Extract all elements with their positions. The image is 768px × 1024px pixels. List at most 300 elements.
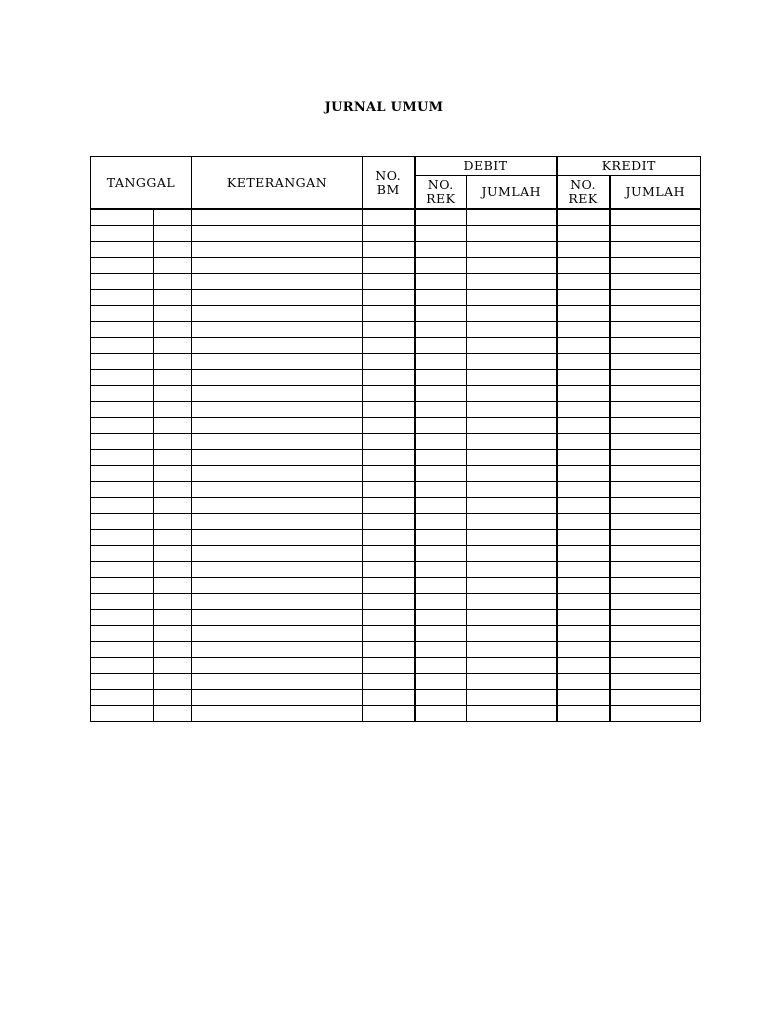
header-kredit-jumlah: JUMLAH — [610, 176, 701, 210]
table-row — [91, 690, 701, 706]
cell-debit-jumlah[interactable] — [467, 642, 557, 658]
table-row — [91, 706, 701, 722]
cell-tanggal-day[interactable] — [154, 674, 192, 690]
cell-tanggal-day[interactable] — [154, 274, 192, 290]
cell-keterangan[interactable] — [192, 290, 363, 306]
cell-kredit-no-rek[interactable] — [557, 402, 610, 418]
cell-debit-jumlah[interactable] — [467, 386, 557, 402]
cell-kredit-no-rek[interactable] — [557, 274, 610, 290]
cell-tanggal-day[interactable] — [154, 338, 192, 354]
table-row — [91, 546, 701, 562]
cell-debit-no-rek[interactable] — [415, 706, 467, 722]
header-debit-jumlah: JUMLAH — [467, 176, 557, 210]
cell-tanggal-month[interactable] — [91, 642, 154, 658]
table-row — [91, 450, 701, 466]
cell-debit-no-rek[interactable] — [415, 354, 467, 370]
cell-tanggal-day[interactable] — [154, 482, 192, 498]
cell-no-bm[interactable] — [363, 258, 415, 274]
cell-no-bm[interactable] — [363, 370, 415, 386]
cell-keterangan[interactable] — [192, 402, 363, 418]
cell-keterangan[interactable] — [192, 514, 363, 530]
cell-kredit-jumlah[interactable] — [610, 450, 701, 466]
cell-debit-jumlah[interactable] — [467, 546, 557, 562]
cell-no-bm[interactable] — [363, 209, 415, 226]
cell-kredit-jumlah[interactable] — [610, 578, 701, 594]
cell-no-bm[interactable] — [363, 354, 415, 370]
cell-kredit-no-rek[interactable] — [557, 209, 610, 226]
cell-debit-jumlah[interactable] — [467, 209, 557, 226]
cell-tanggal-month[interactable] — [91, 450, 154, 466]
cell-tanggal-day[interactable] — [154, 226, 192, 242]
cell-kredit-no-rek[interactable] — [557, 450, 610, 466]
cell-kredit-jumlah[interactable] — [610, 209, 701, 226]
cell-tanggal-month[interactable] — [91, 578, 154, 594]
cell-kredit-no-rek[interactable] — [557, 338, 610, 354]
cell-keterangan[interactable] — [192, 226, 363, 242]
cell-tanggal-month[interactable] — [91, 482, 154, 498]
cell-debit-no-rek[interactable] — [415, 402, 467, 418]
cell-debit-no-rek[interactable] — [415, 642, 467, 658]
cell-tanggal-day[interactable] — [154, 209, 192, 226]
cell-no-bm[interactable] — [363, 434, 415, 450]
cell-no-bm[interactable] — [363, 466, 415, 482]
table-row — [91, 674, 701, 690]
cell-debit-jumlah[interactable] — [467, 354, 557, 370]
cell-tanggal-day[interactable] — [154, 258, 192, 274]
header-debit: DEBIT — [415, 157, 557, 176]
cell-kredit-jumlah[interactable] — [610, 530, 701, 546]
cell-tanggal-month[interactable] — [91, 562, 154, 578]
cell-kredit-jumlah[interactable] — [610, 466, 701, 482]
cell-no-bm[interactable] — [363, 626, 415, 642]
cell-kredit-no-rek[interactable] — [557, 322, 610, 338]
cell-no-bm[interactable] — [363, 578, 415, 594]
cell-debit-no-rek[interactable] — [415, 370, 467, 386]
cell-tanggal-month[interactable] — [91, 386, 154, 402]
cell-kredit-no-rek[interactable] — [557, 546, 610, 562]
cell-tanggal-day[interactable] — [154, 530, 192, 546]
cell-no-bm[interactable] — [363, 322, 415, 338]
cell-debit-no-rek[interactable] — [415, 306, 467, 322]
cell-tanggal-day[interactable] — [154, 594, 192, 610]
cell-kredit-jumlah[interactable] — [610, 642, 701, 658]
cell-no-bm[interactable] — [363, 594, 415, 610]
cell-tanggal-month[interactable] — [91, 706, 154, 722]
cell-debit-no-rek[interactable] — [415, 578, 467, 594]
cell-no-bm[interactable] — [363, 514, 415, 530]
cell-keterangan[interactable] — [192, 386, 363, 402]
cell-keterangan[interactable] — [192, 546, 363, 562]
header-debit-no-rek-line1: NO. — [427, 177, 454, 192]
cell-kredit-jumlah[interactable] — [610, 290, 701, 306]
cell-debit-jumlah[interactable] — [467, 434, 557, 450]
cell-kredit-no-rek[interactable] — [557, 642, 610, 658]
cell-kredit-jumlah[interactable] — [610, 226, 701, 242]
cell-debit-no-rek[interactable] — [415, 209, 467, 226]
cell-keterangan[interactable] — [192, 450, 363, 466]
cell-debit-jumlah[interactable] — [467, 594, 557, 610]
cell-kredit-no-rek[interactable] — [557, 514, 610, 530]
cell-kredit-jumlah[interactable] — [610, 498, 701, 514]
cell-kredit-jumlah[interactable] — [610, 274, 701, 290]
cell-kredit-no-rek[interactable] — [557, 594, 610, 610]
cell-debit-no-rek[interactable] — [415, 274, 467, 290]
cell-tanggal-month[interactable] — [91, 306, 154, 322]
cell-keterangan[interactable] — [192, 466, 363, 482]
cell-debit-no-rek[interactable] — [415, 690, 467, 706]
cell-keterangan[interactable] — [192, 610, 363, 626]
cell-debit-jumlah[interactable] — [467, 258, 557, 274]
cell-kredit-no-rek[interactable] — [557, 354, 610, 370]
cell-tanggal-month[interactable] — [91, 610, 154, 626]
cell-debit-jumlah[interactable] — [467, 674, 557, 690]
header-debit-no-rek — [415, 176, 467, 210]
cell-debit-no-rek[interactable] — [415, 386, 467, 402]
cell-tanggal-month[interactable] — [91, 322, 154, 338]
cell-keterangan[interactable] — [192, 562, 363, 578]
cell-debit-no-rek[interactable] — [415, 530, 467, 546]
cell-no-bm[interactable] — [363, 418, 415, 434]
cell-tanggal-month[interactable] — [91, 402, 154, 418]
cell-keterangan[interactable] — [192, 642, 363, 658]
cell-keterangan[interactable] — [192, 530, 363, 546]
cell-no-bm[interactable] — [363, 402, 415, 418]
cell-kredit-no-rek[interactable] — [557, 498, 610, 514]
cell-debit-no-rek[interactable] — [415, 226, 467, 242]
cell-no-bm[interactable] — [363, 674, 415, 690]
cell-debit-no-rek[interactable] — [415, 466, 467, 482]
table-row — [91, 658, 701, 674]
cell-tanggal-month[interactable] — [91, 418, 154, 434]
table-row — [91, 418, 701, 434]
cell-tanggal-day[interactable] — [154, 306, 192, 322]
cell-tanggal-month[interactable] — [91, 258, 154, 274]
cell-kredit-no-rek[interactable] — [557, 562, 610, 578]
cell-kredit-no-rek[interactable] — [557, 434, 610, 450]
cell-tanggal-month[interactable] — [91, 674, 154, 690]
table-row — [91, 642, 701, 658]
cell-kredit-no-rek[interactable] — [557, 466, 610, 482]
cell-no-bm[interactable] — [363, 338, 415, 354]
cell-kredit-no-rek[interactable] — [557, 418, 610, 434]
cell-debit-jumlah[interactable] — [467, 418, 557, 434]
cell-tanggal-day[interactable] — [154, 626, 192, 642]
cell-tanggal-day[interactable] — [154, 418, 192, 434]
cell-debit-no-rek[interactable] — [415, 674, 467, 690]
cell-kredit-jumlah[interactable] — [610, 386, 701, 402]
cell-debit-jumlah[interactable] — [467, 498, 557, 514]
cell-kredit-no-rek[interactable] — [557, 482, 610, 498]
cell-tanggal-day[interactable] — [154, 546, 192, 562]
header-kredit-no-rek-line2: REK — [568, 191, 598, 206]
cell-no-bm[interactable] — [363, 498, 415, 514]
cell-no-bm[interactable] — [363, 642, 415, 658]
cell-debit-jumlah[interactable] — [467, 466, 557, 482]
cell-tanggal-day[interactable] — [154, 370, 192, 386]
cell-keterangan[interactable] — [192, 354, 363, 370]
cell-tanggal-month[interactable] — [91, 658, 154, 674]
table-row — [91, 530, 701, 546]
cell-kredit-jumlah[interactable] — [610, 610, 701, 626]
cell-keterangan[interactable] — [192, 658, 363, 674]
cell-debit-no-rek[interactable] — [415, 514, 467, 530]
journal-body — [91, 209, 701, 722]
table-row — [91, 626, 701, 642]
cell-tanggal-month[interactable] — [91, 370, 154, 386]
table-row — [91, 610, 701, 626]
cell-tanggal-day[interactable] — [154, 610, 192, 626]
cell-tanggal-day[interactable] — [154, 450, 192, 466]
cell-tanggal-month[interactable] — [91, 466, 154, 482]
cell-kredit-jumlah[interactable] — [610, 690, 701, 706]
table-row — [91, 482, 701, 498]
cell-keterangan[interactable] — [192, 418, 363, 434]
cell-debit-jumlah[interactable] — [467, 514, 557, 530]
cell-debit-jumlah[interactable] — [467, 690, 557, 706]
cell-debit-jumlah[interactable] — [467, 402, 557, 418]
table-row — [91, 258, 701, 274]
cell-tanggal-month[interactable] — [91, 690, 154, 706]
cell-kredit-no-rek[interactable] — [557, 690, 610, 706]
cell-kredit-jumlah[interactable] — [610, 306, 701, 322]
cell-kredit-jumlah[interactable] — [610, 674, 701, 690]
cell-debit-no-rek[interactable] — [415, 562, 467, 578]
cell-debit-no-rek[interactable] — [415, 546, 467, 562]
cell-tanggal-day[interactable] — [154, 706, 192, 722]
cell-keterangan[interactable] — [192, 706, 363, 722]
cell-tanggal-month[interactable] — [91, 354, 154, 370]
cell-no-bm[interactable] — [363, 306, 415, 322]
cell-tanggal-day[interactable] — [154, 514, 192, 530]
cell-tanggal-month[interactable] — [91, 530, 154, 546]
header-keterangan: KETERANGAN — [192, 157, 363, 210]
cell-keterangan[interactable] — [192, 306, 363, 322]
table-row — [91, 306, 701, 322]
cell-kredit-no-rek[interactable] — [557, 290, 610, 306]
cell-no-bm[interactable] — [363, 226, 415, 242]
cell-no-bm[interactable] — [363, 546, 415, 562]
cell-keterangan[interactable] — [192, 258, 363, 274]
cell-tanggal-month[interactable] — [91, 338, 154, 354]
cell-debit-jumlah[interactable] — [467, 482, 557, 498]
cell-debit-jumlah[interactable] — [467, 610, 557, 626]
cell-kredit-jumlah[interactable] — [610, 594, 701, 610]
cell-no-bm[interactable] — [363, 386, 415, 402]
table-row — [91, 242, 701, 258]
cell-debit-jumlah[interactable] — [467, 338, 557, 354]
journal-table — [90, 156, 701, 722]
cell-kredit-jumlah[interactable] — [610, 242, 701, 258]
header-debit-no-rek-line2: REK — [426, 191, 456, 206]
cell-kredit-jumlah[interactable] — [610, 562, 701, 578]
cell-keterangan[interactable] — [192, 242, 363, 258]
cell-kredit-jumlah[interactable] — [610, 418, 701, 434]
cell-keterangan[interactable] — [192, 578, 363, 594]
header-kredit-no-rek-line1: NO. — [570, 177, 596, 192]
cell-kredit-jumlah[interactable] — [610, 338, 701, 354]
cell-debit-no-rek[interactable] — [415, 258, 467, 274]
cell-kredit-jumlah[interactable] — [610, 402, 701, 418]
cell-debit-jumlah[interactable] — [467, 242, 557, 258]
cell-tanggal-month[interactable] — [91, 242, 154, 258]
table-row — [91, 290, 701, 306]
cell-debit-jumlah[interactable] — [467, 322, 557, 338]
cell-debit-jumlah[interactable] — [467, 562, 557, 578]
cell-debit-jumlah[interactable] — [467, 450, 557, 466]
cell-debit-jumlah[interactable] — [467, 578, 557, 594]
header-tanggal: TANGGAL — [91, 157, 192, 210]
cell-tanggal-day[interactable] — [154, 242, 192, 258]
cell-kredit-jumlah[interactable] — [610, 322, 701, 338]
cell-no-bm[interactable] — [363, 562, 415, 578]
cell-kredit-jumlah[interactable] — [610, 626, 701, 642]
table-row — [91, 434, 701, 450]
page-title: JURNAL UMUM — [324, 100, 444, 115]
cell-keterangan[interactable] — [192, 434, 363, 450]
table-row — [91, 354, 701, 370]
cell-debit-no-rek[interactable] — [415, 418, 467, 434]
cell-debit-jumlah[interactable] — [467, 274, 557, 290]
cell-no-bm[interactable] — [363, 658, 415, 674]
cell-kredit-no-rek[interactable] — [557, 610, 610, 626]
cell-no-bm[interactable] — [363, 450, 415, 466]
cell-tanggal-month[interactable] — [91, 274, 154, 290]
table-row — [91, 594, 701, 610]
cell-debit-no-rek[interactable] — [415, 610, 467, 626]
header-no-bm-line2: BM — [376, 181, 400, 197]
cell-tanggal-day[interactable] — [154, 466, 192, 482]
cell-keterangan[interactable] — [192, 482, 363, 498]
cell-keterangan[interactable] — [192, 594, 363, 610]
cell-kredit-no-rek[interactable] — [557, 658, 610, 674]
cell-tanggal-day[interactable] — [154, 498, 192, 514]
table-row — [91, 578, 701, 594]
cell-tanggal-month[interactable] — [91, 226, 154, 242]
cell-keterangan[interactable] — [192, 626, 363, 642]
cell-no-bm[interactable] — [363, 482, 415, 498]
cell-debit-no-rek[interactable] — [415, 242, 467, 258]
cell-debit-jumlah[interactable] — [467, 626, 557, 642]
cell-tanggal-month[interactable] — [91, 514, 154, 530]
cell-tanggal-day[interactable] — [154, 322, 192, 338]
cell-tanggal-day[interactable] — [154, 402, 192, 418]
cell-keterangan[interactable] — [192, 209, 363, 226]
table-row — [91, 226, 701, 242]
cell-keterangan[interactable] — [192, 274, 363, 290]
cell-debit-no-rek[interactable] — [415, 658, 467, 674]
cell-debit-jumlah[interactable] — [467, 706, 557, 722]
cell-tanggal-day[interactable] — [154, 354, 192, 370]
cell-keterangan[interactable] — [192, 322, 363, 338]
cell-tanggal-day[interactable] — [154, 578, 192, 594]
cell-no-bm[interactable] — [363, 530, 415, 546]
cell-kredit-jumlah[interactable] — [610, 514, 701, 530]
cell-tanggal-month[interactable] — [91, 498, 154, 514]
cell-kredit-jumlah[interactable] — [610, 434, 701, 450]
cell-kredit-no-rek[interactable] — [557, 578, 610, 594]
cell-tanggal-month[interactable] — [91, 434, 154, 450]
cell-debit-jumlah[interactable] — [467, 530, 557, 546]
table-row — [91, 466, 701, 482]
header-kredit: KREDIT — [557, 157, 701, 176]
cell-kredit-no-rek[interactable] — [557, 370, 610, 386]
cell-debit-jumlah[interactable] — [467, 658, 557, 674]
cell-tanggal-day[interactable] — [154, 434, 192, 450]
cell-tanggal-month[interactable] — [91, 594, 154, 610]
cell-kredit-no-rek[interactable] — [557, 530, 610, 546]
cell-kredit-no-rek[interactable] — [557, 306, 610, 322]
cell-debit-no-rek[interactable] — [415, 626, 467, 642]
cell-no-bm[interactable] — [363, 290, 415, 306]
cell-debit-jumlah[interactable] — [467, 226, 557, 242]
cell-debit-jumlah[interactable] — [467, 306, 557, 322]
cell-debit-no-rek[interactable] — [415, 450, 467, 466]
cell-kredit-jumlah[interactable] — [610, 354, 701, 370]
table-row — [91, 562, 701, 578]
cell-tanggal-month[interactable] — [91, 546, 154, 562]
cell-debit-no-rek[interactable] — [415, 338, 467, 354]
cell-keterangan[interactable] — [192, 498, 363, 514]
header-kredit-no-rek — [557, 176, 610, 210]
cell-kredit-jumlah[interactable] — [610, 658, 701, 674]
cell-keterangan[interactable] — [192, 370, 363, 386]
cell-kredit-jumlah[interactable] — [610, 706, 701, 722]
cell-kredit-jumlah[interactable] — [610, 370, 701, 386]
cell-tanggal-day[interactable] — [154, 642, 192, 658]
cell-keterangan[interactable] — [192, 690, 363, 706]
cell-kredit-no-rek[interactable] — [557, 706, 610, 722]
header-no-bm — [363, 157, 415, 210]
cell-debit-jumlah[interactable] — [467, 370, 557, 386]
cell-debit-no-rek[interactable] — [415, 594, 467, 610]
cell-kredit-jumlah[interactable] — [610, 546, 701, 562]
cell-keterangan[interactable] — [192, 674, 363, 690]
cell-kredit-no-rek[interactable] — [557, 242, 610, 258]
cell-tanggal-day[interactable] — [154, 386, 192, 402]
cell-debit-no-rek[interactable] — [415, 290, 467, 306]
cell-no-bm[interactable] — [363, 690, 415, 706]
cell-kredit-no-rek[interactable] — [557, 258, 610, 274]
cell-no-bm[interactable] — [363, 610, 415, 626]
table-row — [91, 370, 701, 386]
cell-tanggal-day[interactable] — [154, 290, 192, 306]
cell-debit-no-rek[interactable] — [415, 482, 467, 498]
cell-no-bm[interactable] — [363, 706, 415, 722]
cell-keterangan[interactable] — [192, 338, 363, 354]
cell-debit-no-rek[interactable] — [415, 434, 467, 450]
cell-debit-jumlah[interactable] — [467, 290, 557, 306]
cell-kredit-jumlah[interactable] — [610, 482, 701, 498]
cell-tanggal-day[interactable] — [154, 690, 192, 706]
cell-debit-no-rek[interactable] — [415, 322, 467, 338]
cell-no-bm[interactable] — [363, 274, 415, 290]
cell-kredit-no-rek[interactable] — [557, 226, 610, 242]
cell-tanggal-month[interactable] — [91, 290, 154, 306]
cell-debit-no-rek[interactable] — [415, 498, 467, 514]
table-row — [91, 209, 701, 226]
table-row — [91, 322, 701, 338]
cell-tanggal-day[interactable] — [154, 658, 192, 674]
table-row — [91, 386, 701, 402]
cell-no-bm[interactable] — [363, 242, 415, 258]
cell-kredit-no-rek[interactable] — [557, 626, 610, 642]
cell-kredit-no-rek[interactable] — [557, 674, 610, 690]
cell-tanggal-month[interactable] — [91, 626, 154, 642]
cell-kredit-no-rek[interactable] — [557, 386, 610, 402]
cell-tanggal-month[interactable] — [91, 209, 154, 226]
cell-kredit-jumlah[interactable] — [610, 258, 701, 274]
cell-tanggal-day[interactable] — [154, 562, 192, 578]
